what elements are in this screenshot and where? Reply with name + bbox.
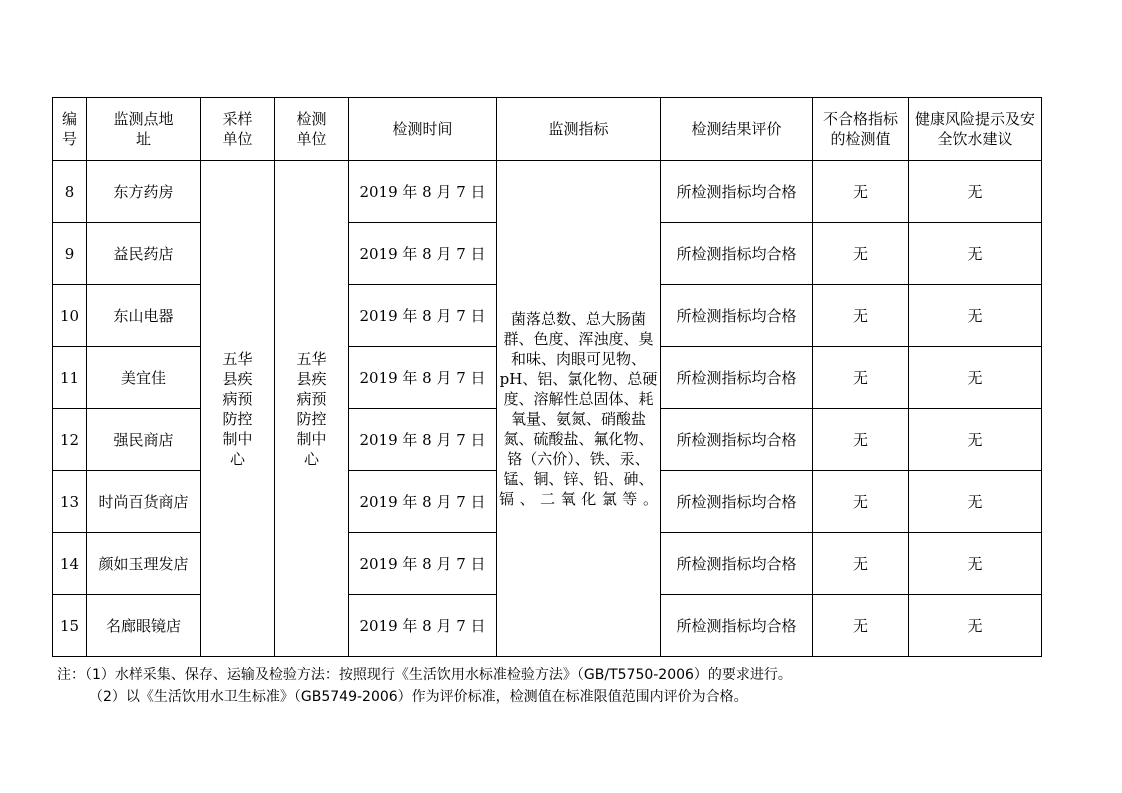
row-result: 所检测指标均合格 xyxy=(661,471,813,533)
row-result: 所检测指标均合格 xyxy=(661,409,813,471)
row-address: 东山电器 xyxy=(87,285,201,347)
row-failed-values: 无 xyxy=(813,223,909,285)
row-test-time: 2019 年 8 月 7 日 xyxy=(349,533,497,595)
row-result: 所检测指标均合格 xyxy=(661,533,813,595)
row-result: 所检测指标均合格 xyxy=(661,223,813,285)
footnote-2: （2）以《生活饮用水卫生标准》（GB5749-2006）作为评价标准，检测值在标准限值范围内评价为合格。 xyxy=(89,689,748,705)
header-advice: 健康风险提示及安全饮水建议 xyxy=(909,98,1042,161)
header-result: 检测结果评价 xyxy=(661,98,813,161)
row-test-time: 2019 年 8 月 7 日 xyxy=(349,347,497,409)
row-test-time: 2019 年 8 月 7 日 xyxy=(349,161,497,223)
row-result: 所检测指标均合格 xyxy=(661,161,813,223)
footnotes xyxy=(57,664,792,708)
row-result: 所检测指标均合格 xyxy=(661,595,813,657)
row-health-advice: 无 xyxy=(909,223,1042,285)
header-indicators: 监测指标 xyxy=(497,98,661,161)
row-result: 所检测指标均合格 xyxy=(661,285,813,347)
header-tester: 检测单位 xyxy=(275,98,349,161)
row-health-advice: 无 xyxy=(909,347,1042,409)
row-no: 12 xyxy=(53,409,87,471)
row-failed-values: 无 xyxy=(813,285,909,347)
row-result: 所检测指标均合格 xyxy=(661,347,813,409)
header-sampler: 采样单位 xyxy=(201,98,275,161)
report-sheet xyxy=(52,97,1042,657)
sampler-unit-cell: 五华县疾病预防控制中心 xyxy=(201,161,275,657)
monitoring-table xyxy=(52,97,1042,657)
row-test-time: 2019 年 8 月 7 日 xyxy=(349,471,497,533)
row-address: 东方药房 xyxy=(87,161,201,223)
row-failed-values: 无 xyxy=(813,533,909,595)
row-failed-values: 无 xyxy=(813,595,909,657)
row-test-time: 2019 年 8 月 7 日 xyxy=(349,223,497,285)
tester-unit-cell: 五华县疾病预防控制中心 xyxy=(275,161,349,657)
row-no: 8 xyxy=(53,161,87,223)
row-address: 美宜佳 xyxy=(87,347,201,409)
row-health-advice: 无 xyxy=(909,533,1042,595)
row-health-advice: 无 xyxy=(909,595,1042,657)
row-no: 14 xyxy=(53,533,87,595)
row-no: 13 xyxy=(53,471,87,533)
row-address: 时尚百货商店 xyxy=(87,471,201,533)
header-address: 监测点地址 xyxy=(87,98,201,161)
row-health-advice: 无 xyxy=(909,161,1042,223)
row-no: 15 xyxy=(53,595,87,657)
header-time: 检测时间 xyxy=(349,98,497,161)
row-address: 名廊眼镜店 xyxy=(87,595,201,657)
row-health-advice: 无 xyxy=(909,409,1042,471)
table-body xyxy=(53,161,1042,657)
row-no: 9 xyxy=(53,223,87,285)
indicators-cell: 菌落总数、总大肠菌群、色度、浑浊度、臭和味、肉眼可见物、pH、铝、氯化物、总硬度、溶解性总固体、耗氧量、氨氮、硝酸盐氮、硫酸盐、氟化物、铬（六价）、铁、汞、锰、铜、锌、铅、砷、镉、二氧化氯等。 xyxy=(497,161,661,657)
row-health-advice: 无 xyxy=(909,471,1042,533)
row-address: 颜如玉理发店 xyxy=(87,533,201,595)
row-address: 益民药店 xyxy=(87,223,201,285)
row-test-time: 2019 年 8 月 7 日 xyxy=(349,285,497,347)
footnote-1: 注：（1）水样采集、保存、运输及检验方法：按照现行《生活饮用水标准检验方法》（GB/T5750-2006）的要求进行。 xyxy=(57,667,792,683)
header-no: 编号 xyxy=(53,98,87,161)
row-test-time: 2019 年 8 月 7 日 xyxy=(349,595,497,657)
row-failed-values: 无 xyxy=(813,471,909,533)
row-no: 10 xyxy=(53,285,87,347)
row-no: 11 xyxy=(53,347,87,409)
header-failed: 不合格指标的检测值 xyxy=(813,98,909,161)
row-failed-values: 无 xyxy=(813,347,909,409)
table-header-row xyxy=(53,98,1042,161)
row-test-time: 2019 年 8 月 7 日 xyxy=(349,409,497,471)
row-health-advice: 无 xyxy=(909,285,1042,347)
row-failed-values: 无 xyxy=(813,409,909,471)
row-address: 强民商店 xyxy=(87,409,201,471)
table-row xyxy=(53,161,1042,223)
row-failed-values: 无 xyxy=(813,161,909,223)
